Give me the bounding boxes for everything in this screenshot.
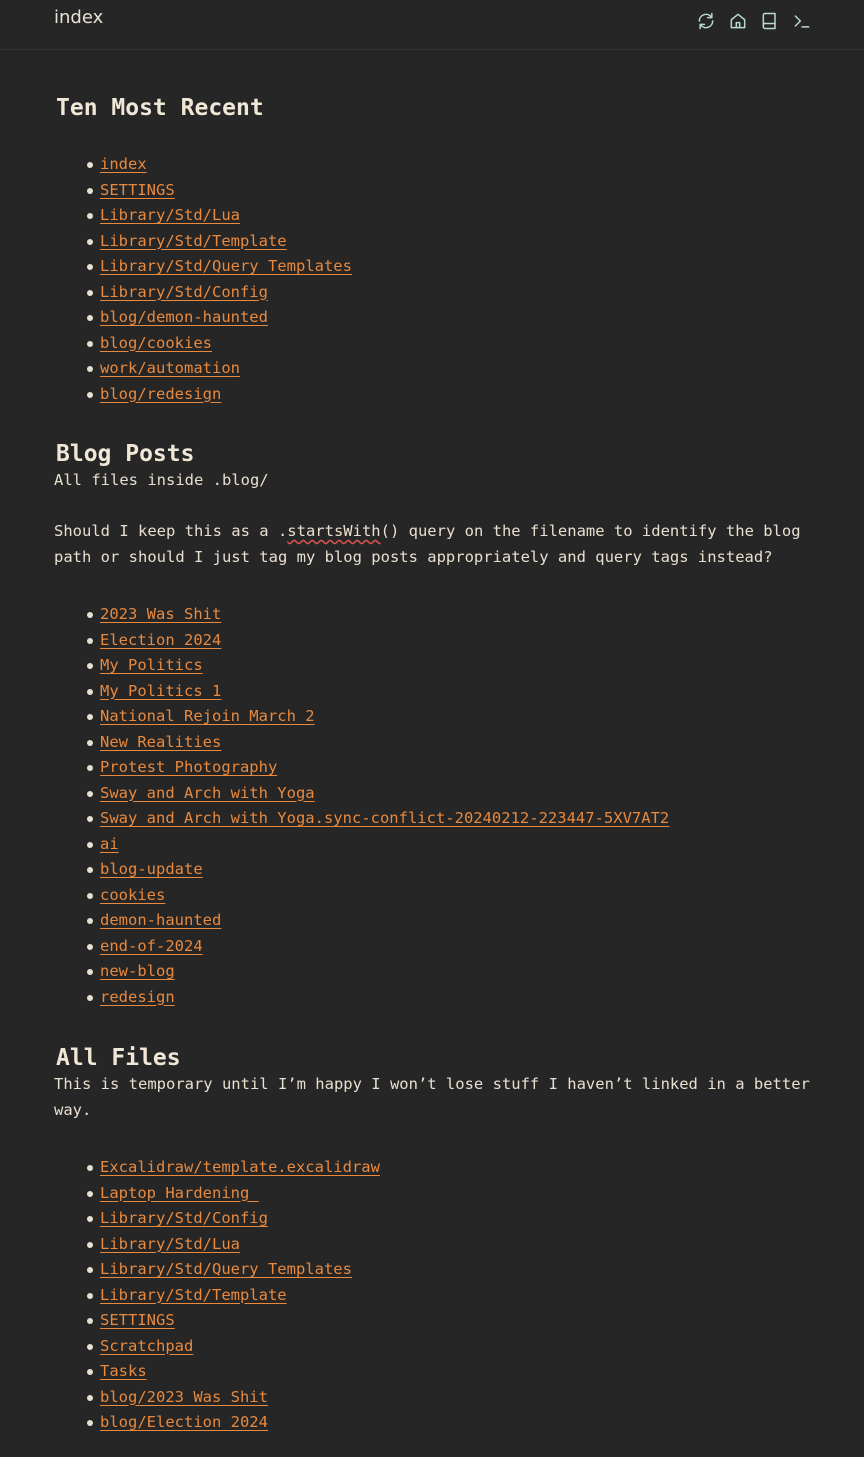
list-item [54,1334,814,1360]
page-link[interactable]: Library/Std/Lua [100,206,240,224]
list-item [54,1385,814,1411]
page-link[interactable]: end-of-2024 [100,936,203,955]
list-item [54,382,814,408]
page-link[interactable]: Library/Std/Config [100,1209,268,1227]
list-item [54,602,814,628]
page-link[interactable]: Protest Photography [100,758,278,776]
list-item [54,1410,814,1436]
list-item [54,857,814,883]
page-link[interactable]: Scratchpad [100,1336,194,1355]
section-title-blog-posts: Blog Posts [56,441,195,467]
page-link[interactable]: demon-haunted [100,911,222,929]
page-link[interactable]: Library/Std/Template [100,1285,287,1304]
all-files-list [54,1155,814,1436]
page-link[interactable]: cookies [100,885,166,904]
list-item [54,356,814,382]
list-item [54,178,814,204]
page-link[interactable]: blog/2023 Was Shit [100,1387,268,1406]
list-item [54,730,814,756]
list-item [54,254,814,280]
page-link[interactable]: blog/Election 2024 [100,1413,268,1431]
list-item [54,1308,814,1334]
page-link[interactable]: Election 2024 [100,630,222,649]
page-link[interactable]: New Realities [100,732,222,751]
page-link[interactable]: National Rejoin March 2 [100,707,315,725]
list-item [54,1181,814,1207]
terminal-icon[interactable] [792,11,812,31]
list-item [54,934,814,960]
blog-list [54,602,814,1010]
list-item [54,985,814,1011]
page-link[interactable]: Library/Std/Template [100,231,287,250]
page-link[interactable]: Sway and Arch with Yoga [100,783,315,802]
page-link[interactable]: Tasks [100,1362,147,1380]
action-buttons [696,11,812,31]
list-item [54,1283,814,1309]
home-icon[interactable] [728,11,748,31]
section-title-ten-most-recent: Ten Most Recent [56,95,264,121]
list-item [54,959,814,985]
page-link[interactable]: blog/demon-haunted [100,308,268,326]
page-link[interactable]: new-blog [100,962,175,980]
page-link[interactable]: ai [100,834,119,853]
page-link[interactable]: Library/Std/Lua [100,1234,240,1253]
list-item [54,628,814,654]
page-link[interactable]: blog/cookies [100,333,212,352]
top-bar [0,0,864,50]
page-link[interactable]: Library/Std/Query Templates [100,1260,352,1278]
page-link[interactable]: SETTINGS [100,180,175,199]
list-item [54,883,814,909]
question-text-start: Should I keep this as a . [54,522,288,540]
list-item [54,755,814,781]
blog-question [54,519,814,570]
page-link[interactable]: redesign [100,987,175,1006]
page-link[interactable]: work/automation [100,359,240,377]
list-item [54,679,814,705]
list-item [54,704,814,730]
list-item [54,781,814,807]
page-link[interactable]: blog-update [100,860,203,878]
list-item [54,1155,814,1181]
list-item [54,1232,814,1258]
page-name[interactable]: index [54,7,104,28]
page-content [54,88,814,1436]
page-link[interactable]: SETTINGS [100,1311,175,1329]
list-item [54,305,814,331]
page-link[interactable]: blog/redesign [100,384,222,403]
list-item [54,1206,814,1232]
page-link[interactable]: Laptop Hardening_ [100,1183,259,1202]
spellcheck-word: startsWith [287,522,381,540]
list-item [54,280,814,306]
list-item [54,806,814,832]
list-item [54,832,814,858]
list-item [54,653,814,679]
blog-description: All files inside .blog/ [54,471,269,489]
page-link[interactable]: Excalidraw/template.excalidraw [100,1158,380,1176]
page-link[interactable]: My Politics [100,656,203,674]
list-item [54,152,814,178]
page-link[interactable]: Sway and Arch with Yoga.sync-conflict-20240212-223447-5XV7AT2 [100,809,670,827]
recent-list [54,152,814,407]
list-item [54,1257,814,1283]
list-item [54,331,814,357]
list-item [54,203,814,229]
list-item [54,908,814,934]
page-link[interactable]: Library/Std/Config [100,282,268,301]
page-link[interactable]: My Politics 1 [100,681,222,700]
sync-icon[interactable] [696,11,716,31]
list-item [54,229,814,255]
all-files-description: This is temporary until I’m happy I won’t lose stuff I haven’t linked in a better way. [54,1075,810,1119]
list-item [54,1359,814,1385]
page-link[interactable]: Library/Std/Query Templates [100,257,352,275]
page-link[interactable]: 2023 Was Shit [100,605,222,623]
page-link[interactable]: index [100,155,147,173]
section-title-all-files: All Files [56,1045,181,1071]
question-text-end: () query on the filename to identify the blog path or should I just tag my blog posts appropriately and query tags instead? [54,522,801,566]
book-icon[interactable] [760,11,780,31]
